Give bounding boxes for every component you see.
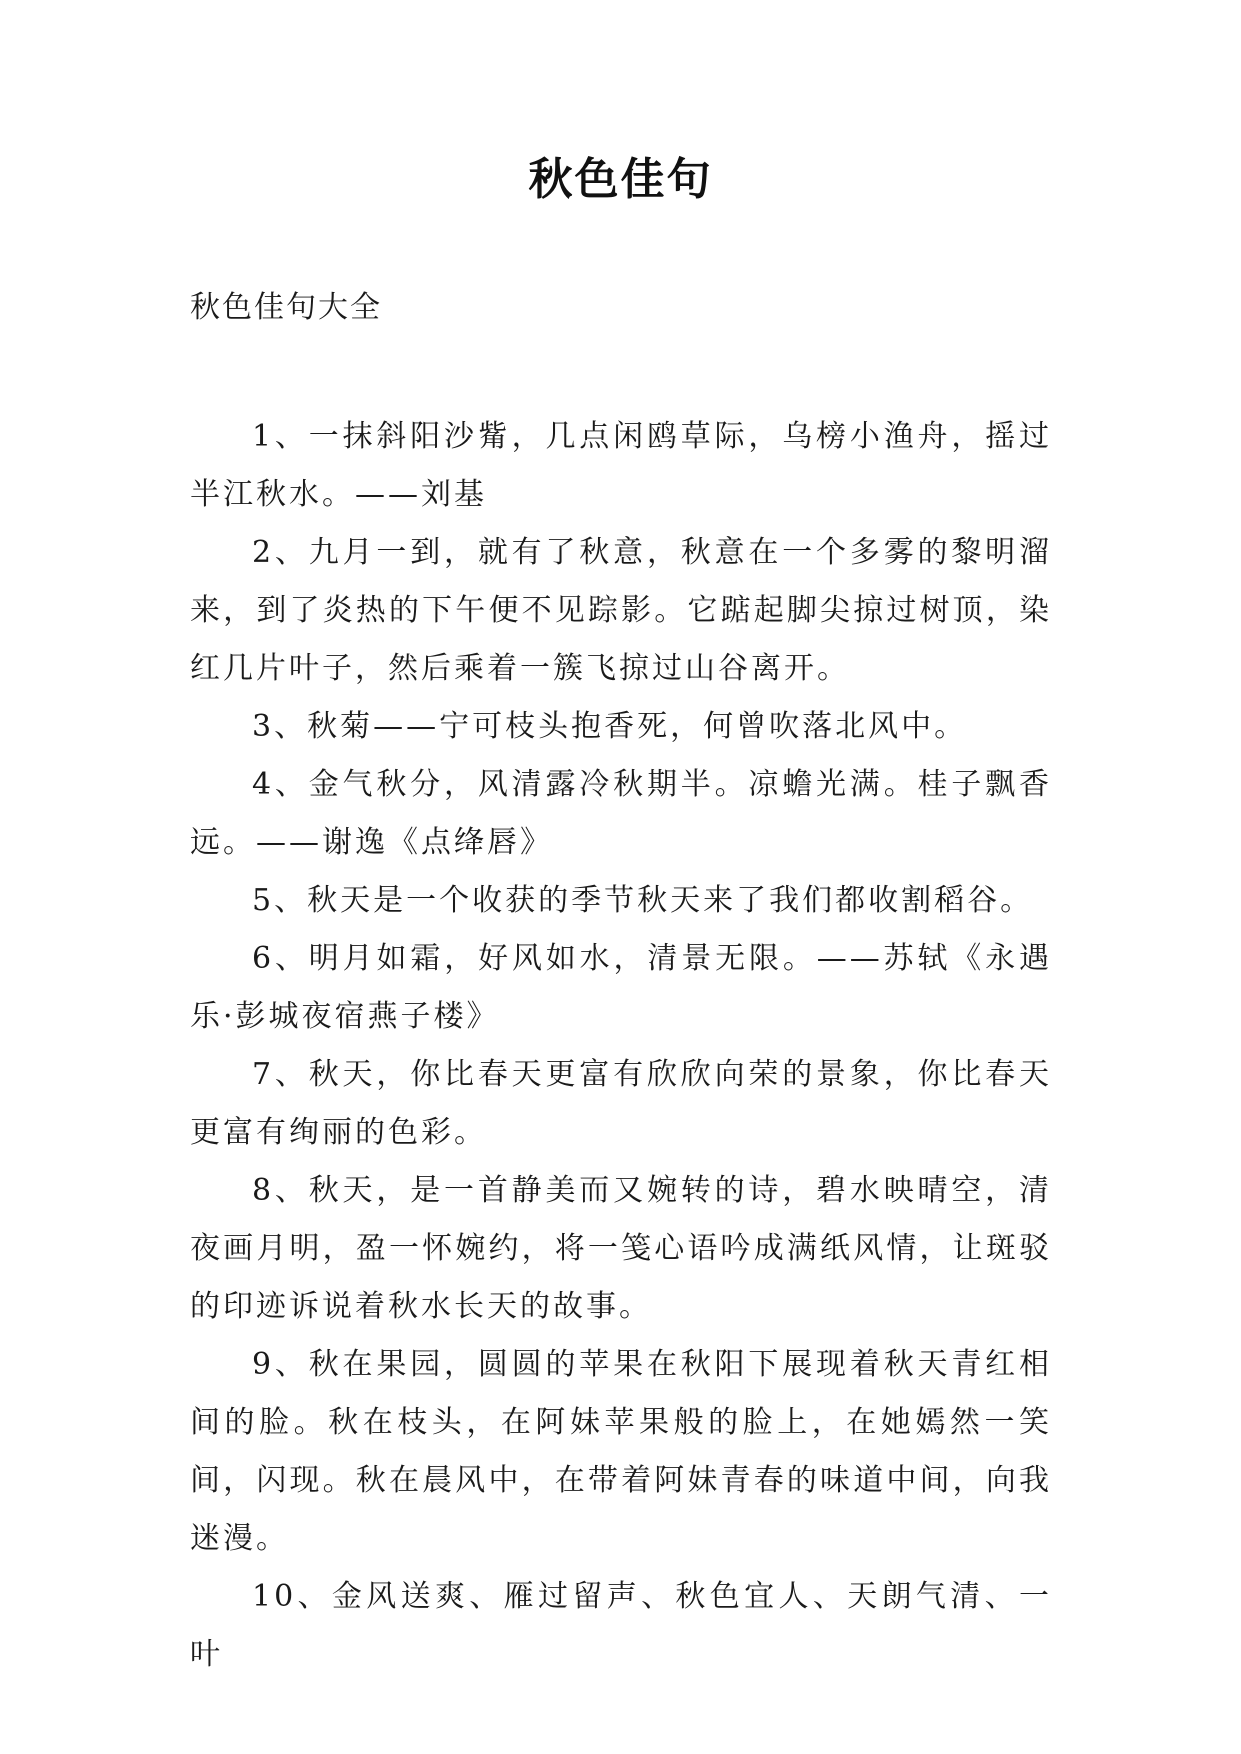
- paragraph-10: 10、金风送爽、雁过留声、秋色宜人、天朗气清、一叶: [190, 1579, 1052, 1672]
- paragraph-4: 4、金气秋分，风清露冷秋期半。凉蟾光满。桂子飘香远。——谢逸《点绛唇》: [190, 767, 1052, 860]
- paragraph-8: 8、秋天，是一首静美而又婉转的诗，碧水映晴空，清夜画月明，盈一怀婉约，将一笺心语吟成满纸风情，让斑驳的印迹诉说着秋水长天的故事。: [190, 1173, 1052, 1324]
- paragraph-9: 9、秋在果园，圆圆的苹果在秋阳下展现着秋天青红相间的脸。秋在枝头，在阿妹苹果般的脸上，在她嫣然一笑间，闪现。秋在晨风中，在带着阿妹青春的味道中间，向我迷漫。: [190, 1347, 1052, 1556]
- page-title: 秋色佳句: [528, 154, 713, 205]
- paragraph-3: 3、秋菊——宁可枝头抱香死，何曾吹落北风中。: [252, 709, 968, 744]
- document-body: [190, 408, 1052, 1684]
- document-subtitle: 秋色佳句大全: [190, 290, 382, 325]
- paragraph-5: 5、秋天是一个收获的季节秋天来了我们都收割稻谷。: [252, 883, 1034, 918]
- paragraph-6: 6、明月如霜，好风如水，清景无限。——苏轼《永遇乐·彭城夜宿燕子楼》: [190, 941, 1052, 1034]
- paragraph-2: 2、九月一到，就有了秋意，秋意在一个多雾的黎明溜来，到了炎热的下午便不见踪影。它踮起脚尖掠过树顶，染红几片叶子，然后乘着一簇飞掠过山谷离开。: [190, 535, 1052, 686]
- paragraph-1: 1、一抹斜阳沙觜，几点闲鸥草际，乌榜小渔舟，摇过半江秋水。——刘基: [190, 419, 1052, 512]
- paragraph-7: 7、秋天，你比春天更富有欣欣向荣的景象，你比春天更富有绚丽的色彩。: [190, 1057, 1052, 1150]
